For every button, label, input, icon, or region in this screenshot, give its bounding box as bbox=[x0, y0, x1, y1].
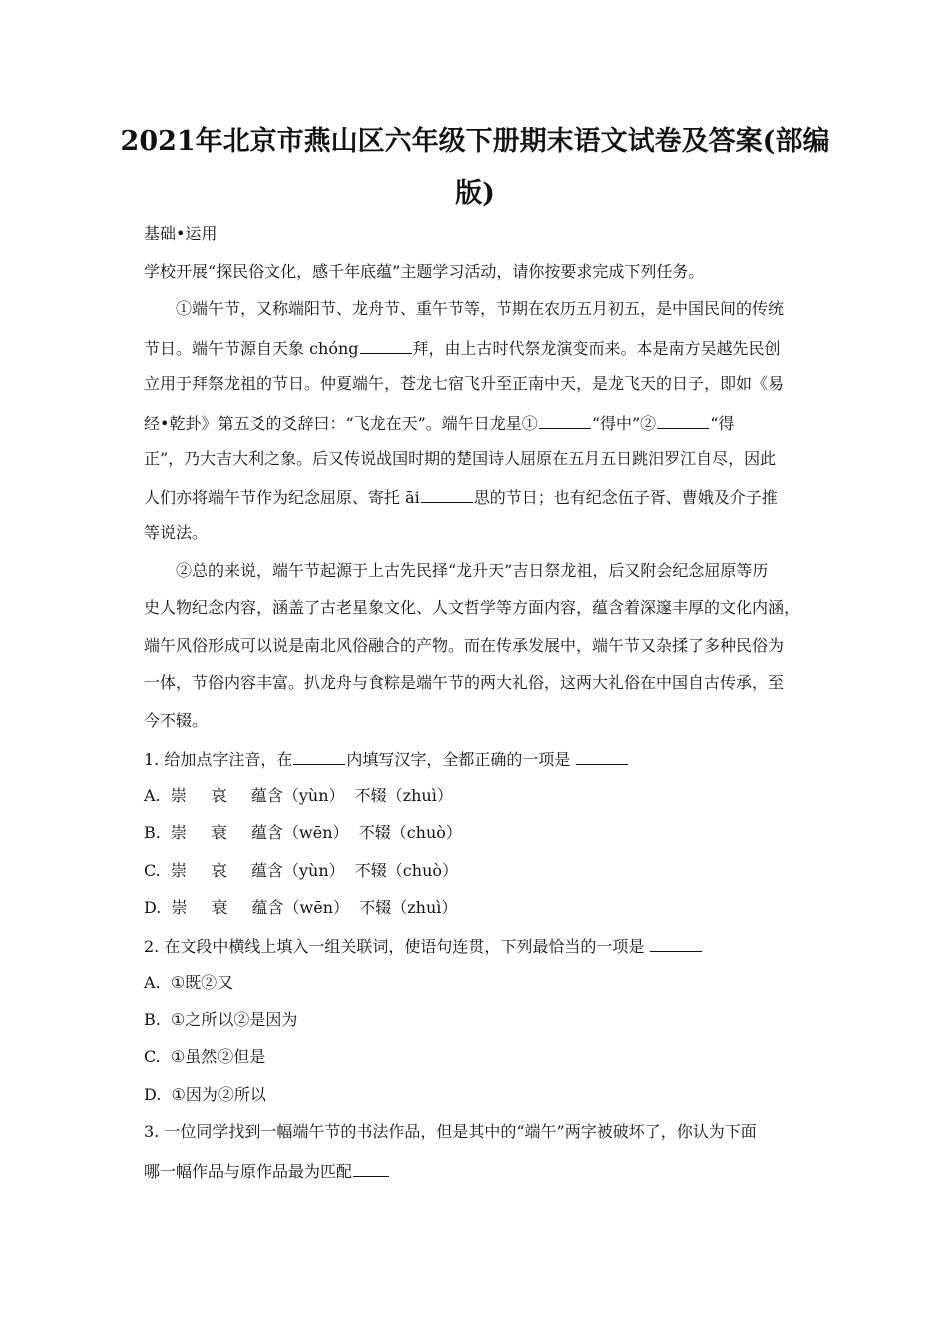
q3-stem-text: 哪一幅作品与原作品最为匹配 bbox=[144, 1162, 353, 1181]
para1-line4-a: 经•乾卦》第五爻的爻辞曰：“飞龙在天”。端午日龙星① bbox=[144, 414, 538, 433]
option-part: 不辍（zhuì） bbox=[354, 786, 453, 805]
document-title bbox=[120, 116, 830, 220]
option-part: 崇 bbox=[171, 898, 188, 917]
option-letter: C. bbox=[144, 1047, 161, 1066]
intro-text: 学校开展“探民俗文化，感千年底蕴”主题学习活动，请你按要求完成下列任务。 bbox=[144, 262, 705, 281]
fill-blank bbox=[539, 412, 591, 429]
para1-line6-a: 人们亦将端午节作为纪念屈原、寄托 āi bbox=[144, 488, 420, 507]
q2-option-b bbox=[144, 1010, 297, 1030]
question-3-line2 bbox=[144, 1160, 390, 1182]
option-letter: A. bbox=[144, 786, 161, 805]
title-line-2: 版) bbox=[455, 178, 495, 209]
option-part: 崇 bbox=[171, 823, 188, 842]
fill-blank bbox=[360, 337, 412, 354]
option-letter: A. bbox=[144, 973, 161, 992]
para2-line1: ②总的来说，端午节起源于上古先民择“龙升天”吉日祭龙祖，后又附会纪念屈原等历 bbox=[176, 561, 769, 580]
option-part: 不辍（zhuì） bbox=[359, 898, 458, 917]
q1-option-c bbox=[144, 861, 458, 881]
para2-line2: 史人物纪念内容，涵盖了古老星象文化、人文哲学等方面内容，蕴含着深邃丰厚的文化内涵， bbox=[144, 598, 801, 617]
answer-blank bbox=[353, 1160, 389, 1177]
q1-option-b bbox=[144, 823, 462, 843]
title-line-1: 2021年北京市燕山区六年级下册期末语文试卷及答案(部编 bbox=[120, 126, 830, 157]
para1-line3: 立用于拜祭龙祖的节日。仲夏端午，苍龙七宿飞升至正南中天，是龙飞天的日子，即如《易 bbox=[144, 374, 785, 393]
q1-option-d bbox=[144, 898, 457, 918]
q1-stem-a: 1. 给加点字注音，在 bbox=[144, 750, 293, 769]
para1-line5: 正”，乃大吉大利之象。后又传说战国时期的楚国诗人屈原在五月五日跳汨罗江自尽，因此 bbox=[144, 449, 777, 468]
para1-line1: ①端午节，又称端阳节、龙舟节、重午节等，节期在农历五月初五，是中国民间的传统 bbox=[176, 299, 785, 318]
para2-line3: 端午风俗形成可以说是南北风俗融合的产物。而在传承发展中，端午节又杂揉了多种民俗为 bbox=[144, 636, 785, 655]
q2-option-d bbox=[144, 1085, 266, 1105]
option-part: 蕴含（yùn） bbox=[250, 786, 345, 805]
q2-stem-text: 2. 在文段中横线上填入一组关联词，使语句连贯，下列最恰当的一项是 bbox=[144, 937, 645, 956]
option-part: 蕴含（wēn） bbox=[251, 823, 349, 842]
option-part: 崇 bbox=[170, 786, 187, 805]
option-part: 不辍（chuò） bbox=[354, 861, 459, 880]
q1-option-a bbox=[144, 786, 453, 806]
option-text: ①因为②所以 bbox=[171, 1085, 266, 1104]
para1-line7: 等说法。 bbox=[144, 523, 209, 542]
para1-line4-b: “得中”② bbox=[591, 414, 657, 433]
option-part: 衰 bbox=[211, 898, 228, 917]
option-part: 崇 bbox=[170, 861, 187, 880]
option-part: 蕴含（yùn） bbox=[250, 861, 345, 880]
q2-option-a bbox=[144, 973, 233, 993]
para2-line5: 今不辍。 bbox=[144, 711, 209, 730]
option-letter: B. bbox=[144, 1010, 161, 1029]
para1-line2-a: 节日。端午节源自天象 chóng bbox=[144, 339, 359, 358]
para1-line2 bbox=[144, 337, 781, 359]
answer-blank bbox=[650, 935, 702, 952]
para1-line6-b: 思的节日；也有纪念伍子胥、曹娥及介子推 bbox=[473, 488, 778, 507]
question-2-stem bbox=[144, 935, 703, 957]
para2-line4: 一体，节俗内容丰富。扒龙舟与食粽是端午节的两大礼俗，这两大礼俗在中国自古传承，至 bbox=[144, 673, 785, 692]
answer-blank bbox=[576, 748, 628, 765]
option-part: 哀 bbox=[210, 786, 227, 805]
option-part: 蕴含（wēn） bbox=[251, 898, 350, 917]
option-part: 哀 bbox=[210, 861, 227, 880]
para1-line4-c: “得 bbox=[710, 414, 735, 433]
option-letter: D. bbox=[144, 1085, 162, 1104]
question-3-line1: 3. 一位同学找到一幅端午节的书法作品，但是其中的“端午”两字被破坏了，你认为下面 bbox=[144, 1122, 757, 1141]
q1-stem-b: 内填写汉字，全都正确的一项是 bbox=[346, 750, 571, 769]
option-letter: D. bbox=[144, 898, 162, 917]
para1-line6 bbox=[144, 486, 778, 508]
para1-line2-b: 拜，由上古时代祭龙演变而来。本是南方吴越先民创 bbox=[412, 339, 781, 358]
option-text: ①既②又 bbox=[170, 973, 234, 992]
q2-option-c bbox=[144, 1047, 265, 1067]
option-part: 不辍（chuò） bbox=[358, 823, 462, 842]
option-text: ①之所以②是因为 bbox=[171, 1010, 298, 1029]
option-text: ①虽然②但是 bbox=[170, 1047, 266, 1066]
question-1-stem bbox=[144, 748, 629, 770]
option-letter: B. bbox=[144, 823, 161, 842]
fill-blank bbox=[293, 748, 345, 765]
option-part: 衰 bbox=[211, 823, 228, 842]
section-heading: 基础•运用 bbox=[144, 224, 218, 243]
fill-blank bbox=[421, 486, 473, 503]
para1-line4 bbox=[144, 412, 734, 434]
option-letter: C. bbox=[144, 861, 161, 880]
fill-blank bbox=[657, 412, 709, 429]
